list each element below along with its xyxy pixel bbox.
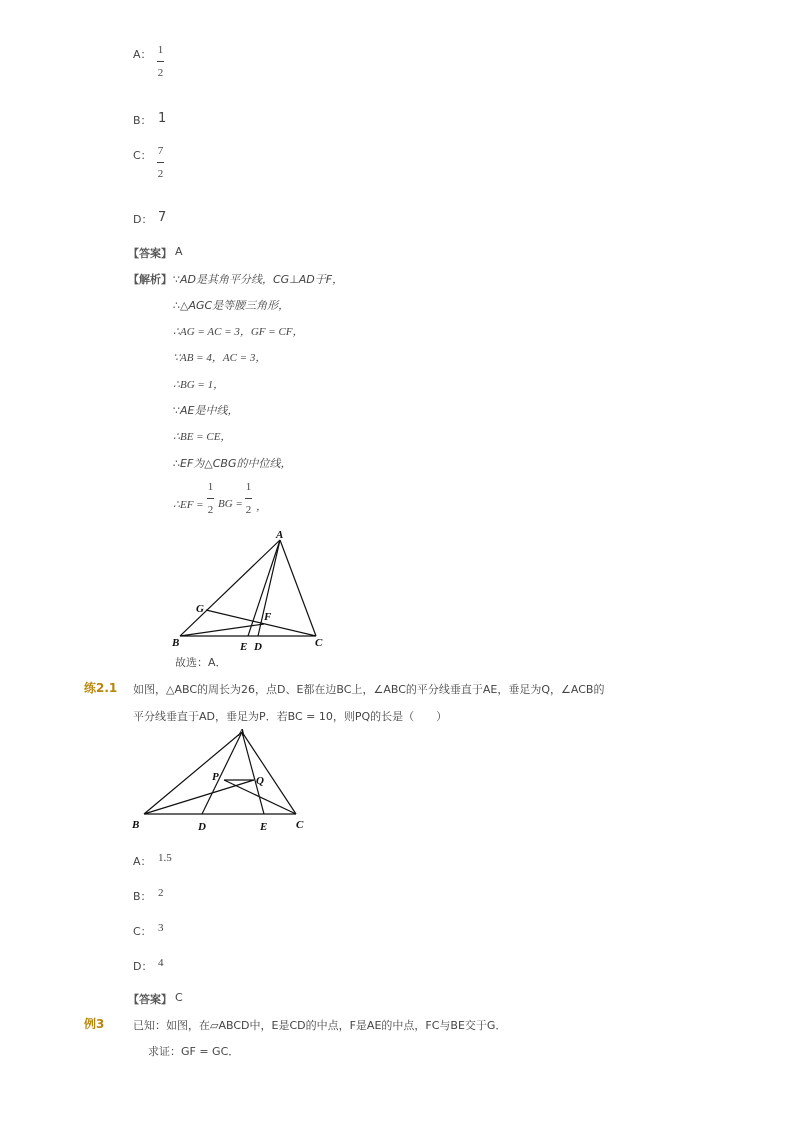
option-a-numerator: 1 [157,44,164,56]
label-p: P [212,771,219,783]
label-q: Q [256,775,264,787]
analysis-step-3: ∴AG = AC = 3，GF = CF， [173,326,304,338]
label-f: F [264,611,272,623]
option-c-key: C： [133,149,152,162]
fraction-bar [245,498,252,499]
segment-bf [180,624,264,636]
option-a-denominator: 2 [157,67,164,79]
q2-answer-value: C [175,991,183,1004]
last-step-prefix: ∴EF = [173,499,204,511]
choice-text: 故选：A． [175,656,227,669]
segment-ad [202,732,242,814]
label-a: A [276,529,284,541]
last-step-middle: BG = [218,498,243,510]
q2-option-d-value: 4 [158,957,164,969]
analysis-step-4: ∵AB = 4，AC = 3， [173,352,267,364]
fraction-bar [157,162,164,163]
segment-ae [242,732,264,814]
label-c: C [296,819,304,831]
option-c-fraction [157,145,164,180]
analysis-step-5: ∴BG = 1， [173,379,225,391]
label-e: E [260,821,268,833]
option-d-value: 7 [158,210,167,225]
example-text-line-2: 求证：GF = GC． [148,1045,240,1058]
label-b: B [172,637,180,649]
analysis-step-2: ∴△AGC是等腰三角形， [173,299,290,312]
exercise-text-line-2: 平分线垂直于AD，垂足为P．若BC = 10，则PQ的长是（ ） [133,710,448,723]
option-d-key: D： [133,213,153,226]
label-g: G [196,603,204,615]
triangle-figure-1 [170,528,330,652]
option-a-fraction [157,44,164,79]
q2-option-b-value: 2 [158,887,164,899]
q2-option-c-key: C： [133,925,152,938]
example-label: 例3 [84,1017,105,1031]
exercise-text-line-1: 如图，△ABC的周长为26，点D、E都在边BC上，∠ABC的平分线垂直于AE，垂足为Q，∠ACB的 [133,683,605,696]
answer-label: 【答案】 [128,247,172,260]
analysis-step-7: ∴BE = CE， [173,431,232,443]
last-step-suffix: ， [256,501,267,513]
last-step-fraction-1 [207,481,214,516]
option-c-numerator: 7 [157,145,164,157]
segment-gc [206,610,316,636]
segment-ac [280,540,316,636]
q2-option-a-value: 1.5 [158,852,172,864]
label-d: D [254,641,262,652]
q2-option-a-key: A： [133,855,152,868]
q2-option-d-key: D： [133,960,153,973]
fraction-denominator: 2 [207,504,214,516]
label-e: E [240,641,248,652]
option-c-denominator: 2 [157,168,164,180]
q2-answer-label: 【答案】 [128,993,172,1006]
example-text-line-1: 已知：如图，在▱ABCD中，E是CD的中点，F是AE的中点，FC与BE交于G． [133,1019,507,1032]
option-b-key: B： [133,114,152,127]
fraction-numerator: 1 [245,481,252,493]
q2-option-c-value: 3 [158,922,164,934]
option-b-value: 1 [158,111,167,126]
label-c: C [315,637,323,649]
analysis-step-6: ∵AE是中线， [173,404,239,417]
analysis-step-1: ∵AD是其角平分线，CG⊥AD于F， [173,273,344,286]
exercise-label: 练2.1 [84,681,118,695]
last-step-fraction-2 [245,481,252,516]
label-a: A [238,727,246,739]
triangle-figure-2 [128,722,318,836]
fraction-bar [157,61,164,62]
q2-option-b-key: B： [133,890,152,903]
fraction-denominator: 2 [245,504,252,516]
analysis-label: 【解析】 [128,273,172,286]
label-d: D [198,821,206,833]
label-b: B [132,819,140,831]
option-a-key: A： [133,48,152,61]
analysis-step-8: ∴EF为△CBG的中位线， [173,457,292,470]
segment-ab [144,732,242,814]
segment-bq [144,780,254,814]
fraction-numerator: 1 [207,481,214,493]
answer-value: A [175,245,183,258]
fraction-bar [207,498,214,499]
